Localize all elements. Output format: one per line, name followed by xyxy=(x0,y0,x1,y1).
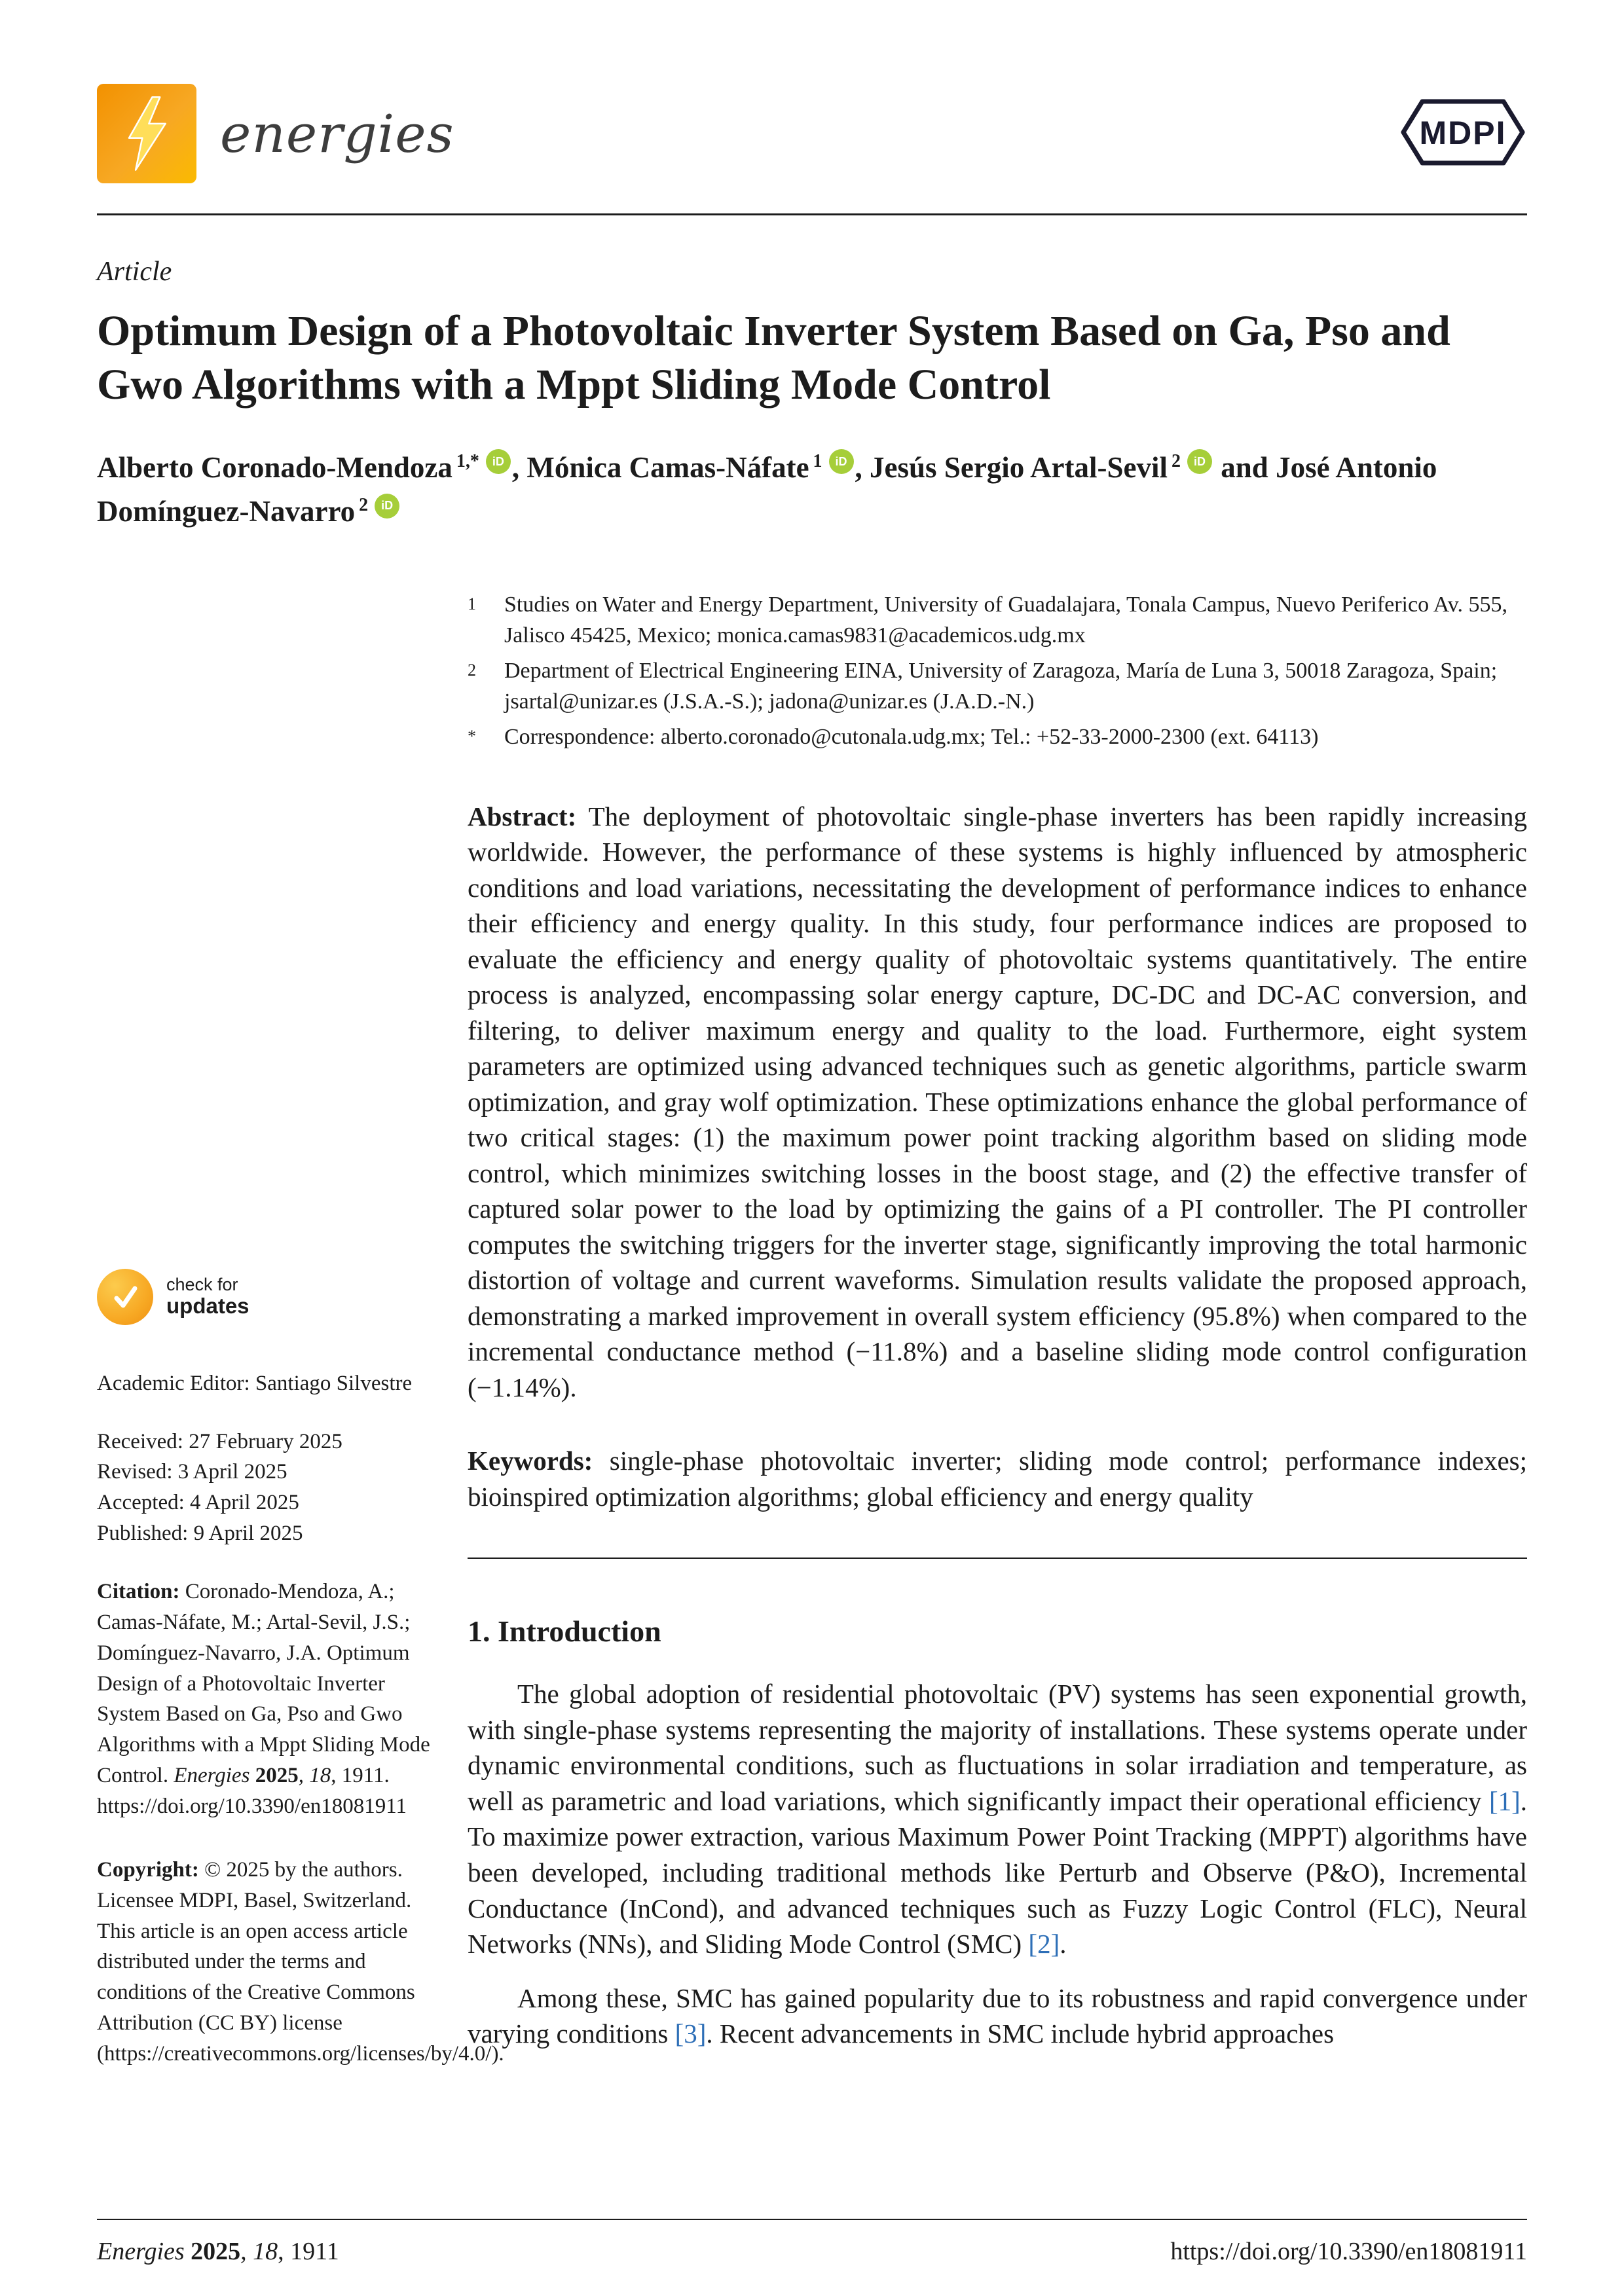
keywords-text: single-phase photovoltaic inverter; sliding mode control; performance indexes; bioinspired optimization algorithms; global efficiency and energy quality xyxy=(468,1446,1527,1512)
author-separator: , xyxy=(511,450,527,484)
footer-citation xyxy=(97,2237,339,2266)
check-for-updates-label: check for updates xyxy=(166,1274,249,1319)
article-body-column xyxy=(468,589,1527,2069)
keywords xyxy=(468,1443,1527,1514)
received-date: Received: 27 February 2025 xyxy=(97,1429,342,1453)
article-history xyxy=(97,1427,437,1549)
accepted-date: Accepted: 4 April 2025 xyxy=(97,1491,299,1515)
orcid-icon[interactable]: iD xyxy=(1187,449,1212,474)
mdpi-logo-text: MDPI xyxy=(1419,114,1507,151)
affiliation-text: Department of Electrical Engineering EINA, University of Zaragoza, María de Luna 3, 50018 Zaragoza, Spain; jsartal@unizar.es (J.S.A.-S.); jadona@unizar.es (J.A.D.-N.) xyxy=(504,658,1498,714)
academic-editor-line: Academic Editor: Santiago Silvestre xyxy=(97,1371,413,1395)
reference-link-3[interactable]: [3] xyxy=(674,2018,707,2049)
footer-volume: , 18 xyxy=(240,2238,278,2265)
author-list xyxy=(97,446,1527,534)
section-heading-introduction: 1. Introduction xyxy=(468,1614,661,1649)
affiliation-list xyxy=(468,589,1527,753)
orcid-icon[interactable]: iD xyxy=(829,449,854,474)
author-affil-sup: 2 xyxy=(1172,450,1181,471)
footer-year: 2025 xyxy=(184,2238,241,2265)
affiliation-text: Studies on Water and Energy Department, University of Guadalajara, Tonala Campus, Nuevo Periferico Av. 555, Jalisco 45425, Mexico; monica.camas9831@academicos.udg.mx xyxy=(504,592,1508,648)
abstract xyxy=(468,799,1527,1406)
citation-volume: , 18 xyxy=(298,1764,331,1788)
copyright-text: © 2025 by the authors. Licensee MDPI, Basel, Switzerland. This article is an open access article distributed under the terms and conditions of the Creative Commons Attribution (CC BY) license (https://creativecommons.org/licenses/by/4.0/). xyxy=(97,1857,504,2066)
citation-block xyxy=(97,1576,437,1822)
affiliation-marker: 1 xyxy=(468,594,476,613)
page-title: Optimum Design of a Photovoltaic Inverter System Based on Ga, Pso and Gwo Algorithms with a Mppt Sliding Mode Control xyxy=(97,307,1450,409)
copyright-block xyxy=(97,1855,504,2069)
keywords-label: Keywords: xyxy=(468,1446,593,1476)
affiliation-item xyxy=(468,589,1527,651)
article-type-label: Article xyxy=(97,257,172,287)
footer-doi-link[interactable]: https://doi.org/10.3390/en18081911 xyxy=(1170,2238,1527,2265)
journal-header xyxy=(97,84,1527,183)
footer-journal: Energies xyxy=(97,2238,185,2265)
author-name: Mónica Camas-Náfate xyxy=(526,450,809,484)
energies-logo[interactable] xyxy=(97,84,454,183)
published-date: Published: 9 April 2025 xyxy=(97,1522,303,1546)
orcid-icon[interactable]: iD xyxy=(375,494,399,519)
revised-date: Revised: 3 April 2025 xyxy=(97,1460,287,1484)
affiliation-item xyxy=(468,655,1527,718)
orcid-icon[interactable]: iD xyxy=(486,449,511,474)
author-separator: , xyxy=(855,450,870,484)
abstract-text: The deployment of photovoltaic single-phase inverters has been rapidly increasing worldwide. However, the performance of these systems is highly influenced by atmospheric conditions and load variations, necessitating the development of performance indices to enhance their efficiency and energy quality. In this study, four performance indices are proposed to evaluate the efficiency and energy quality of photovoltaic systems quantitatively. The entire process is analyzed, encompassing solar energy capture, DC-DC and DC-AC conversion, and filtering, to deliver maximum energy and quality to the load. Furthermore, eight system parameters are optimized using advanced techniques such as genetic algorithms, particle swarm optimization, and gray wolf optimization. These optimizations enhance the global performance of two critical stages: (1) the maximum power point tracking algorithm based on sliding mode control, which minimizes switching losses in the boost stage, and (2) the effective transfer of captured solar power to the load by optimizing the gains of a PI controller. The PI controller computes the switching triggers for the inverter stage, significantly improving the total harmonic distortion of voltage and current waveforms. Simulation results validate the proposed approach, demonstrating a marked improvement in overall system efficiency (95.8%) when compared to the incremental conductance method (−11.8%) and a baseline sliding mode control configuration (−1.14%). xyxy=(468,801,1527,1402)
correspondence-marker: * xyxy=(468,727,476,746)
intro-paragraph-2: Among these, SMC has gained popularity due to its robustness and rapid convergence under varying conditions [3]. Recent advancements in SMC include hybrid approaches xyxy=(468,1982,1527,2049)
footer-page: , 1911 xyxy=(278,2238,339,2265)
reference-link-2[interactable]: [2] xyxy=(1028,1929,1060,1959)
author-affil-sup: 2 xyxy=(359,495,369,516)
author-affil-sup: 1 xyxy=(813,450,822,471)
author-affil-sup: 1,* xyxy=(456,450,479,471)
abstract-label: Abstract: xyxy=(468,801,577,831)
citation-year: 2025 xyxy=(249,1764,299,1788)
author-name: Jesús Sergio Artal-Sevil xyxy=(870,450,1168,484)
energies-logo-mark xyxy=(97,84,196,183)
mdpi-logo[interactable] xyxy=(1399,96,1527,172)
copyright-label: Copyright: xyxy=(97,1857,199,1882)
journal-name: energies xyxy=(220,103,454,164)
article-meta-sidebar xyxy=(97,589,504,2069)
correspondence-text: Correspondence: alberto.coronado@cutonala.udg.mx; Tel.: +52-33-2000-2300 (ext. 64113) xyxy=(504,725,1319,750)
author-name: José Antonio Domínguez-Navarro xyxy=(97,450,1437,528)
citation-text: Coronado-Mendoza, A.; Camas-Náfate, M.; Artal-Sevil, J.S.; Domínguez-Navarro, J.A. Optimum Design of a Photovoltaic Inverter System Based on Ga, Pso and Gwo Algorithms with a Mppt Sliding Mode Control. xyxy=(97,1579,430,1788)
citation-doi-link[interactable]: https://doi.org/10.3390/en18081911 xyxy=(97,1794,407,1818)
section-divider xyxy=(468,1558,1527,1559)
citation-journal: Energies xyxy=(174,1764,250,1788)
check-for-updates-badge[interactable] xyxy=(97,1269,249,1325)
intro-paragraph-1: The global adoption of residential photovoltaic (PV) systems has seen exponential growth, with single-phase systems representing the majority of installations. These systems operate under dynamic environmental conditions, such as fluctuations in solar irradiation and temperature, as well as parametric and load variations, which significantly impact their operational efficiency [1]. To maximize power extraction, various Maximum Power Point Tracking (MPPT) algorithms have been developed, including traditional methods like Perturb and Observe (P&O), Incremental Conductance (InCond), and advanced techniques such as Fuzzy Logic Control (FLC), Neural Networks (NNs), and Sliding Mode Control (SMC) [2]. xyxy=(468,1679,1527,1959)
page-footer xyxy=(97,2219,1527,2266)
main-content-grid xyxy=(97,589,1527,2069)
check-icon xyxy=(97,1269,153,1325)
header-divider xyxy=(97,213,1527,215)
lightning-icon xyxy=(119,95,175,172)
author-separator: and xyxy=(1213,450,1276,484)
reference-link-1[interactable]: [1] xyxy=(1488,1785,1521,1816)
citation-page: , 1911. xyxy=(331,1764,390,1788)
citation-label: Citation: xyxy=(97,1579,180,1603)
correspondence-item xyxy=(468,721,1527,753)
affiliation-marker: 2 xyxy=(468,660,476,680)
author-name: Alberto Coronado-Mendoza xyxy=(97,450,452,484)
